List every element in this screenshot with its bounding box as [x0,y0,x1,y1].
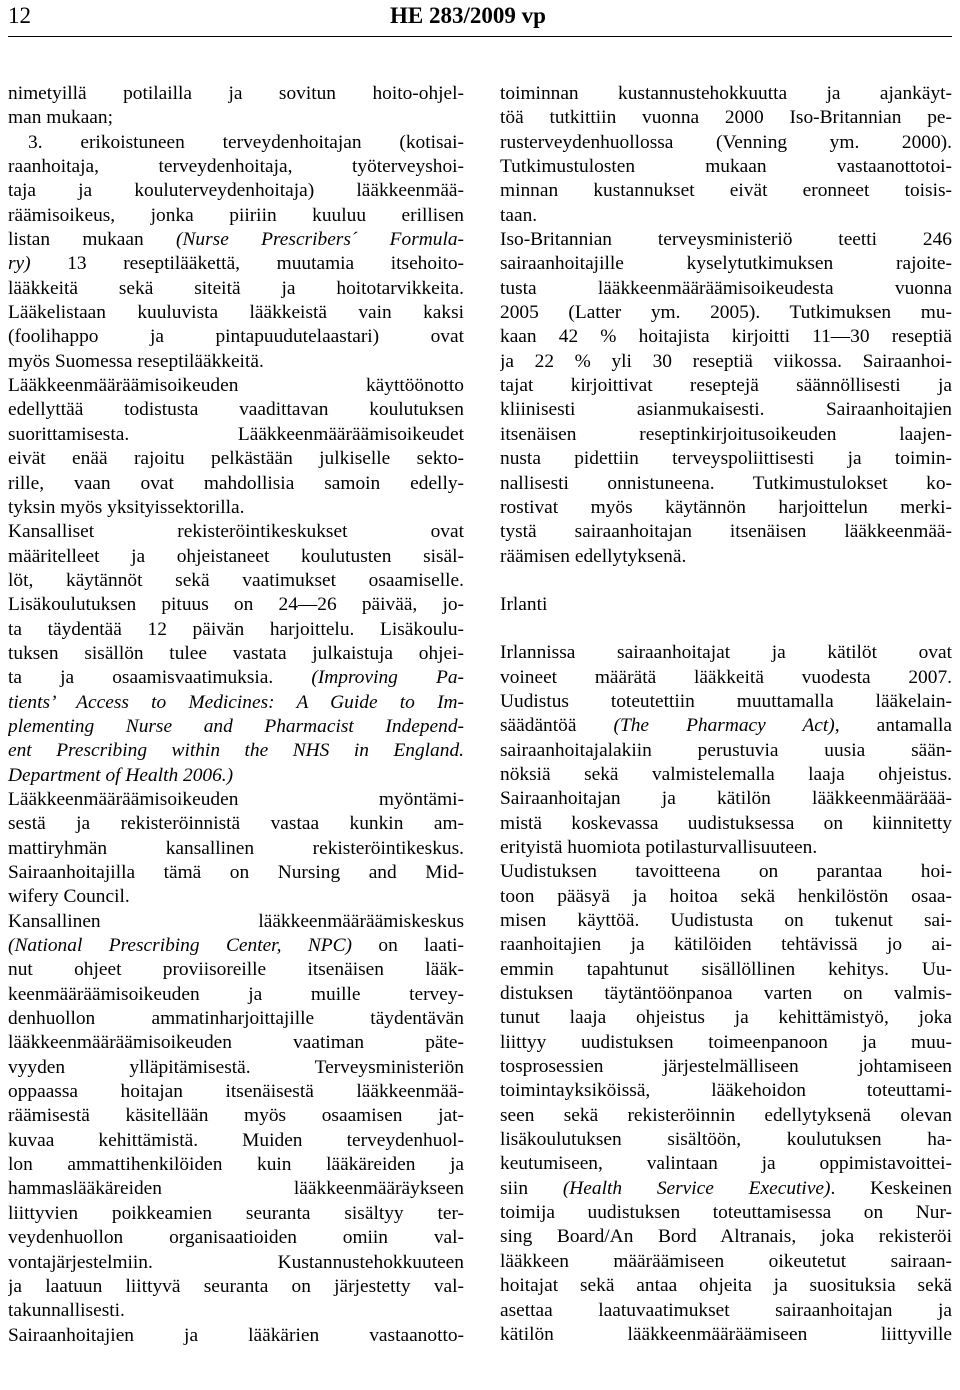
text-line: mattiryhmän kansallinen rekisteröintikeskus. [8,837,464,859]
text-line: toiminnan kustannustehokkuutta ja ajankäyt- [500,83,952,104]
text-line: hoitajat sekä antaa ohjeita ja suosituksia sekä [500,1275,952,1297]
text-line: taan. [500,204,538,226]
text-line: rusterveydenhuollossa (Venning ym. 2000). [500,131,952,153]
text-line: asettaa laatuvaatimukset sairaanhoitajan ja [500,1299,952,1321]
text-line: nut ohjeet proviisoreille itsenäisen lääk- [8,959,464,981]
text-line: misen käyttöä. Uudistusta on tukenut sai- [500,910,952,931]
text-line: ja 22 % yli 30 reseptiä viikossa. Sairaanhoi- [500,350,952,372]
text-line: keenmääräämisoikeuden ja muille tervey- [8,983,464,1005]
text-line: toimija uudistuksen toteuttamisessa on Nur- [500,1202,952,1224]
text-line: tajat kirjoittivat reseptejä säännöllisesti ja [500,375,952,397]
text-line: nöksiä sekä valmistelemalla laaja ohjeistus. [500,763,952,785]
text-line: tosprosessien järjestelmälliseen johtamiseen [500,1056,952,1078]
page-header [0,0,960,36]
text-line: raanhoitaja, terveydenhoitaja, työterveyshoi- [8,156,464,178]
text-line: tunut laaja ohjeistus ja kehittämistyö, joka [500,1007,952,1029]
section-heading: Irlanti [500,593,548,615]
text-line: Department of Health 2006.) [8,764,234,786]
text-line: tusta lääkkeenmääräämisoikeudesta vuonna [500,277,952,299]
left-text-column [8,82,464,1348]
text-line: löt, käytännöt sekä vaatimukset osaamiselle. [8,569,464,591]
text-line: distuksen täytäntöönpanoa varten on valmis- [500,983,952,1005]
paragraph-gap [500,569,952,593]
text-line: keutumiseen, valintaan ja oppimistavoittei- [500,1153,952,1175]
text-line: 3. erikoistuneen terveydenhoitajan (kotisai- [28,131,464,153]
text-line: Lääkkeenmääräämisoikeuden myöntämi- [8,788,464,810]
text-line: sairaanhoitajalakiin perustuvia uusia sään- [500,739,952,761]
text-line: Uudistus toteutettiin muuttamalla lääkelain- [500,690,952,712]
text-line: listan mukaan (Nurse Prescribers´ Formula- [8,229,464,251]
paragraph-gap [500,617,952,641]
text-line: raanhoitajien ja kätilöiden tehtävissä jo ai- [500,934,952,956]
text-line: erityistä huomiota potilasturvallisuuteen. [500,836,818,858]
document-id: HE 283/2009 vp [390,3,546,28]
text-line: edellyttää todistusta vaadittavan koulutuksen [8,399,464,421]
text-line: ta täydentää 12 päivän harjoittelu. Lisäkoulu- [8,618,464,640]
text-line: myös Suomessa reseptilääkkeitä. [8,350,264,372]
text-line: räämisen edellytyksenä. [500,545,687,567]
text-line: voineet määrätä lääkkeitä vuodesta 2007. [500,666,952,688]
text-line: hammaslääkäreiden lääkkeenmääräykseen [8,1178,464,1200]
text-line: ry) 13 reseptilääkettä, muutamia itsehoito- [8,253,464,275]
text-line: Kansalliset rekisteröintikeskukset ovat [8,521,464,543]
text-line: liittyy uudistuksen toimeenpanoon ja muu- [500,1031,952,1053]
text-line: sing Board/An Bord Altranais, joka rekisteröi [500,1226,952,1248]
text-line: minnan kustannukset eivät eronneet toisis- [500,180,952,202]
text-line: veydenhuollon organisaatioiden omiin val- [8,1227,464,1249]
text-line: nusta pidettiin terveyspoliittisesti ja toimin- [500,448,952,470]
text-line: kätilön lääkkeenmääräämiseen liittyville [500,1323,952,1345]
text-line: Lääkkeenmääräämisoikeuden käyttöönotto [8,375,464,397]
text-line: säädäntöä (The Pharmacy Act), antamalla [500,715,952,737]
text-line: oppaassa hoitajan itsenäisestä lääkkeenmää- [8,1081,464,1103]
text-line: itsenäisen reseptinkirjoitusoikeuden laajen- [500,423,952,445]
text-line: toimintayksiköissä, lääkehoidon toteuttami- [500,1080,952,1102]
text-line: Sairaanhoitajilla tämä on Nursing and Mid- [8,862,464,883]
text-line: denhuollon ammatinharjoittajille täydentävän [8,1008,464,1030]
text-line: takunnallisesti. [8,1300,125,1322]
text-line: (foolihappo ja pintapuudutelaastari) ovat [8,326,464,348]
text-line: lääkkeen määräämiseen oikeutetut sairaan- [500,1250,952,1272]
text-line: tyksin myös yksityissektorilla. [8,496,245,518]
text-line: rostivat myös käytännön harjoittelun merki- [500,496,952,518]
text-line: kaan 42 % hoitajista kirjoitti 11—30 reseptiä [500,326,952,348]
text-line: lisäkoulutuksen sisältöön, koulutuksen ha- [500,1129,952,1151]
text-line: tients’ Access to Medicines: A Guide to Im- [8,691,464,713]
text-line: vyyden ylläpitämisestä. Terveysministeriön [8,1056,464,1078]
text-line: nallisesti onnistuneena. Tutkimustulokset ko- [500,472,952,494]
text-line: tuksen sisällön tulee vastata julkaistuja ohjei- [8,642,464,664]
text-line: Sairaanhoitajien ja lääkärien vastaanotto- [8,1324,464,1346]
text-line: liittyvien poikkeamien seuranta sisältyy ter- [8,1202,464,1224]
text-line: Sairaanhoitajan ja kätilön lääkkeenmääräää- [500,788,952,810]
text-line: eivät enää rajoitu pelkästään julkiselle sekto- [8,448,464,470]
text-line: lääkkeitä sekä siteitä ja hoitotarvikkeita. [8,277,464,299]
text-line: kuvaa kehittämistä. Muiden terveydenhuol- [8,1129,464,1151]
text-line: Kansallinen lääkkeenmääräämiskeskus [8,910,464,932]
text-line: Irlannissa sairaanhoitajat ja kätilöt ovat [500,642,952,664]
text-line: (National Prescribing Center, NPC) on laati- [8,935,464,957]
text-line: räämisoikeus, jonka piiriin kuuluu erillisen [8,204,464,226]
text-line: rille, vaan ovat mahdollisia samoin edelly- [8,472,464,494]
text-line: toon pääsyä ja hoitoa sekä henkilöstön osaa- [500,885,952,907]
text-line: plementing Nurse and Pharmacist Independ- [8,715,464,737]
text-line: vontajärjestelmiin. Kustannustehokkuuteen [8,1251,464,1273]
text-line: nimetyillä potilailla ja sovitun hoito-ohjel- [8,83,464,104]
text-line: Lääkelistaan kuuluvista lääkkeistä vain kaksi [8,302,464,324]
right-text-column [500,82,952,1347]
text-line: mistä koskevassa uudistuksessa on kiinnitetty [500,812,952,834]
header-rule [8,36,952,37]
text-line: siin (Health Service Executive). Keskeinen [500,1177,952,1199]
text-line: tystä sairaanhoitajan itsenäisen lääkkeenmää- [500,521,952,543]
text-line: suorittamisesta. Lääkkeenmääräämisoikeudet [8,423,464,445]
text-line: wifery Council. [8,886,130,908]
text-line: määritelleet ja ohjeistaneet koulutusten sisäl- [8,545,464,567]
text-line: töä tutkittiin vuonna 2000 Iso-Britannian pe- [500,107,952,129]
text-line: 2005 (Latter ym. 2005). Tutkimuksen mu- [500,302,952,324]
text-line: ja laatuun liittyvä seuranta on järjestetty val- [8,1275,464,1297]
text-line: sairaanhoitajille kyselytutkimuksen rajoite- [500,253,952,275]
text-line: kliinisesti asianmukaisesti. Sairaanhoitajien [500,399,952,421]
text-line: emmin tapahtunut sisällöllinen kehitys. Uu- [500,958,952,980]
text-line: lääkkeenmääräämisoikeuden vaatiman päte- [8,1032,464,1054]
text-line: Tutkimustulosten mukaan vastaanottotoi- [500,156,952,178]
page-number: 12 [8,3,31,28]
text-line: ent Prescribing within the NHS in England. [8,740,464,762]
text-line: räämisestä käsitellään myös osaamisen jat- [8,1105,464,1127]
text-line: taja ja kouluterveydenhoitaja) lääkkeenmää- [8,180,464,202]
text-line: Lisäkoulutuksen pituus on 24—26 päivää, jo- [8,594,464,616]
text-line: seen sekä rekisteröinnin edellytyksenä olevan [500,1104,952,1126]
text-line: man mukaan; [8,107,114,129]
text-line: Iso-Britannian terveysministeriö teetti 246 [500,229,952,251]
text-line: Uudistuksen tavoitteena on parantaa hoi- [500,861,952,883]
text-line: lon ammattihenkilöiden kuin lääkäreiden ja [8,1154,464,1176]
text-line: sestä ja rekisteröinnistä vastaa kunkin am- [8,813,464,835]
text-line: ta ja osaamisvaatimuksia. (Improving Pa- [8,667,464,689]
